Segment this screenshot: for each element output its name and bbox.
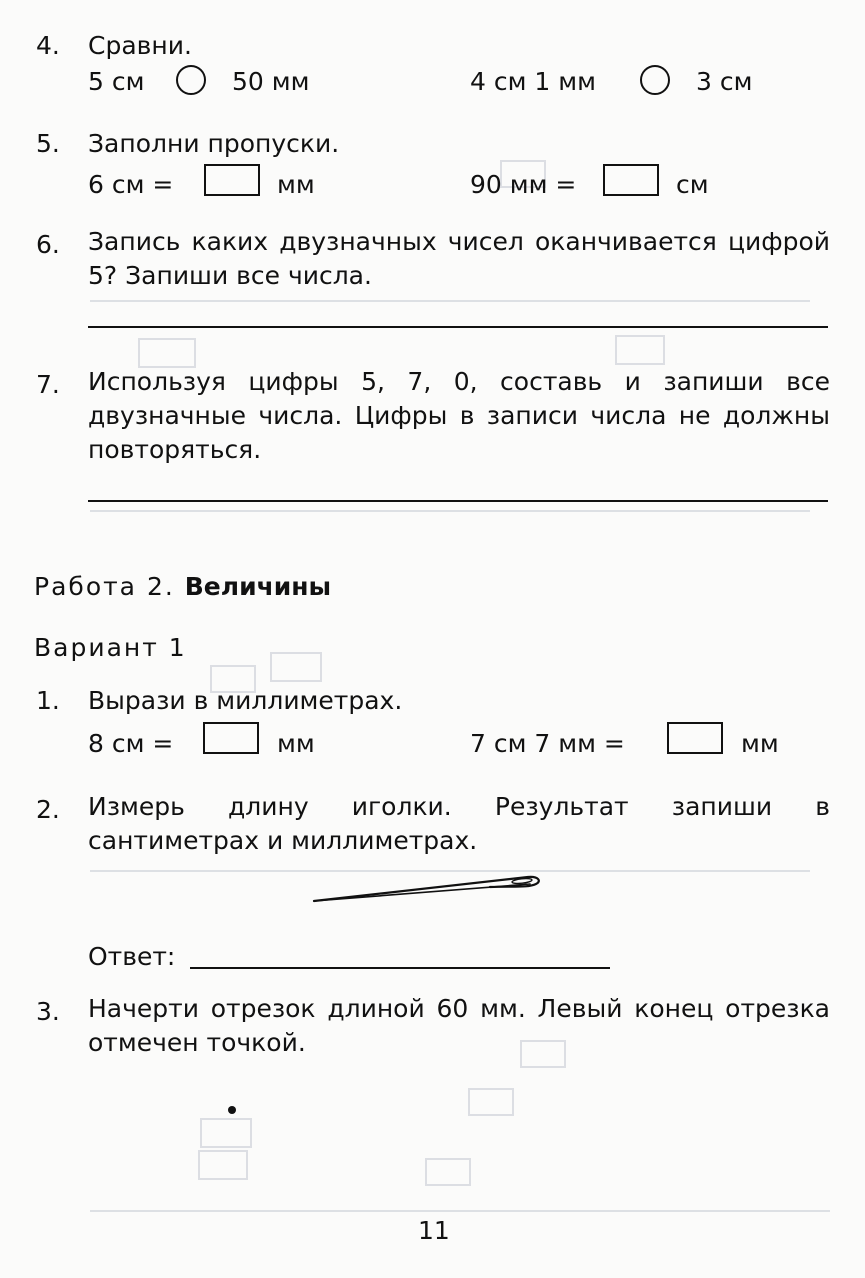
variant-label: Вариант 1	[34, 633, 187, 662]
needle-answer-line[interactable]	[190, 967, 610, 969]
answer-box-90mm[interactable]	[603, 164, 659, 196]
task-5-number: 5.	[36, 129, 60, 158]
task-4-number: 4.	[36, 31, 60, 60]
v1-task-1-right-b: мм	[741, 729, 779, 758]
answer-box-6cm[interactable]	[204, 164, 260, 196]
v1-task-1-number: 1.	[36, 686, 60, 715]
task-7-number: 7.	[36, 370, 60, 399]
task-5-left-b: мм	[277, 170, 315, 199]
task-5-title: Заполни пропуски.	[88, 129, 340, 158]
task-5-right-b: см	[676, 170, 709, 199]
task-4-right-a: 4 см 1 мм	[470, 67, 596, 96]
task-5-left-a: 6 см =	[88, 170, 174, 199]
v1-task-2-text: Измерь длину иголки. Результат запиши в сантиметрах и миллиметрах.	[88, 792, 830, 855]
task-4-left-a: 5 см	[88, 67, 145, 96]
task-4-right-b: 3 см	[696, 67, 753, 96]
section-title: Величины	[184, 572, 332, 601]
segment-start-point[interactable]	[228, 1106, 236, 1114]
v1-task-3-number: 3.	[36, 997, 60, 1026]
v1-task-1-right-a: 7 см 7 мм =	[470, 729, 625, 758]
task-5-right-a: 90 мм =	[470, 170, 577, 199]
v1-task-1-title: Вырази в миллиметрах.	[88, 686, 403, 715]
v1-task-2-number: 2.	[36, 795, 60, 824]
section-number: Работа 2.	[34, 572, 175, 601]
compare-circle-1[interactable]	[176, 65, 206, 95]
task-6-number: 6.	[36, 230, 60, 259]
task-6-text: Запись каких двузначных чисел оканчивается цифрой 5? Запиши все числа.	[88, 227, 830, 290]
section-label	[34, 574, 331, 599]
task-4-left-b: 50 мм	[232, 67, 310, 96]
answer-label: Ответ:	[88, 942, 176, 971]
v1-task-1-left-b: мм	[277, 729, 315, 758]
page-number: 11	[418, 1216, 450, 1245]
needle-illustration	[300, 860, 550, 910]
v1-task-3-text: Начерти отрезок длиной 60 мм. Левый конец отрезка отмечен точкой.	[88, 994, 830, 1057]
answer-box-7cm7mm[interactable]	[667, 722, 723, 754]
task-4-title: Сравни.	[88, 31, 192, 60]
v1-task-1-left-a: 8 см =	[88, 729, 174, 758]
task-6-answer-line[interactable]	[88, 326, 828, 328]
answer-box-8cm[interactable]	[203, 722, 259, 754]
task-7-answer-line[interactable]	[88, 500, 828, 502]
task-7-text: Используя цифры 5, 7, 0, составь и запиши все двузначные числа. Цифры в записи числа не должны повторяться.	[88, 367, 830, 464]
compare-circle-2[interactable]	[640, 65, 670, 95]
